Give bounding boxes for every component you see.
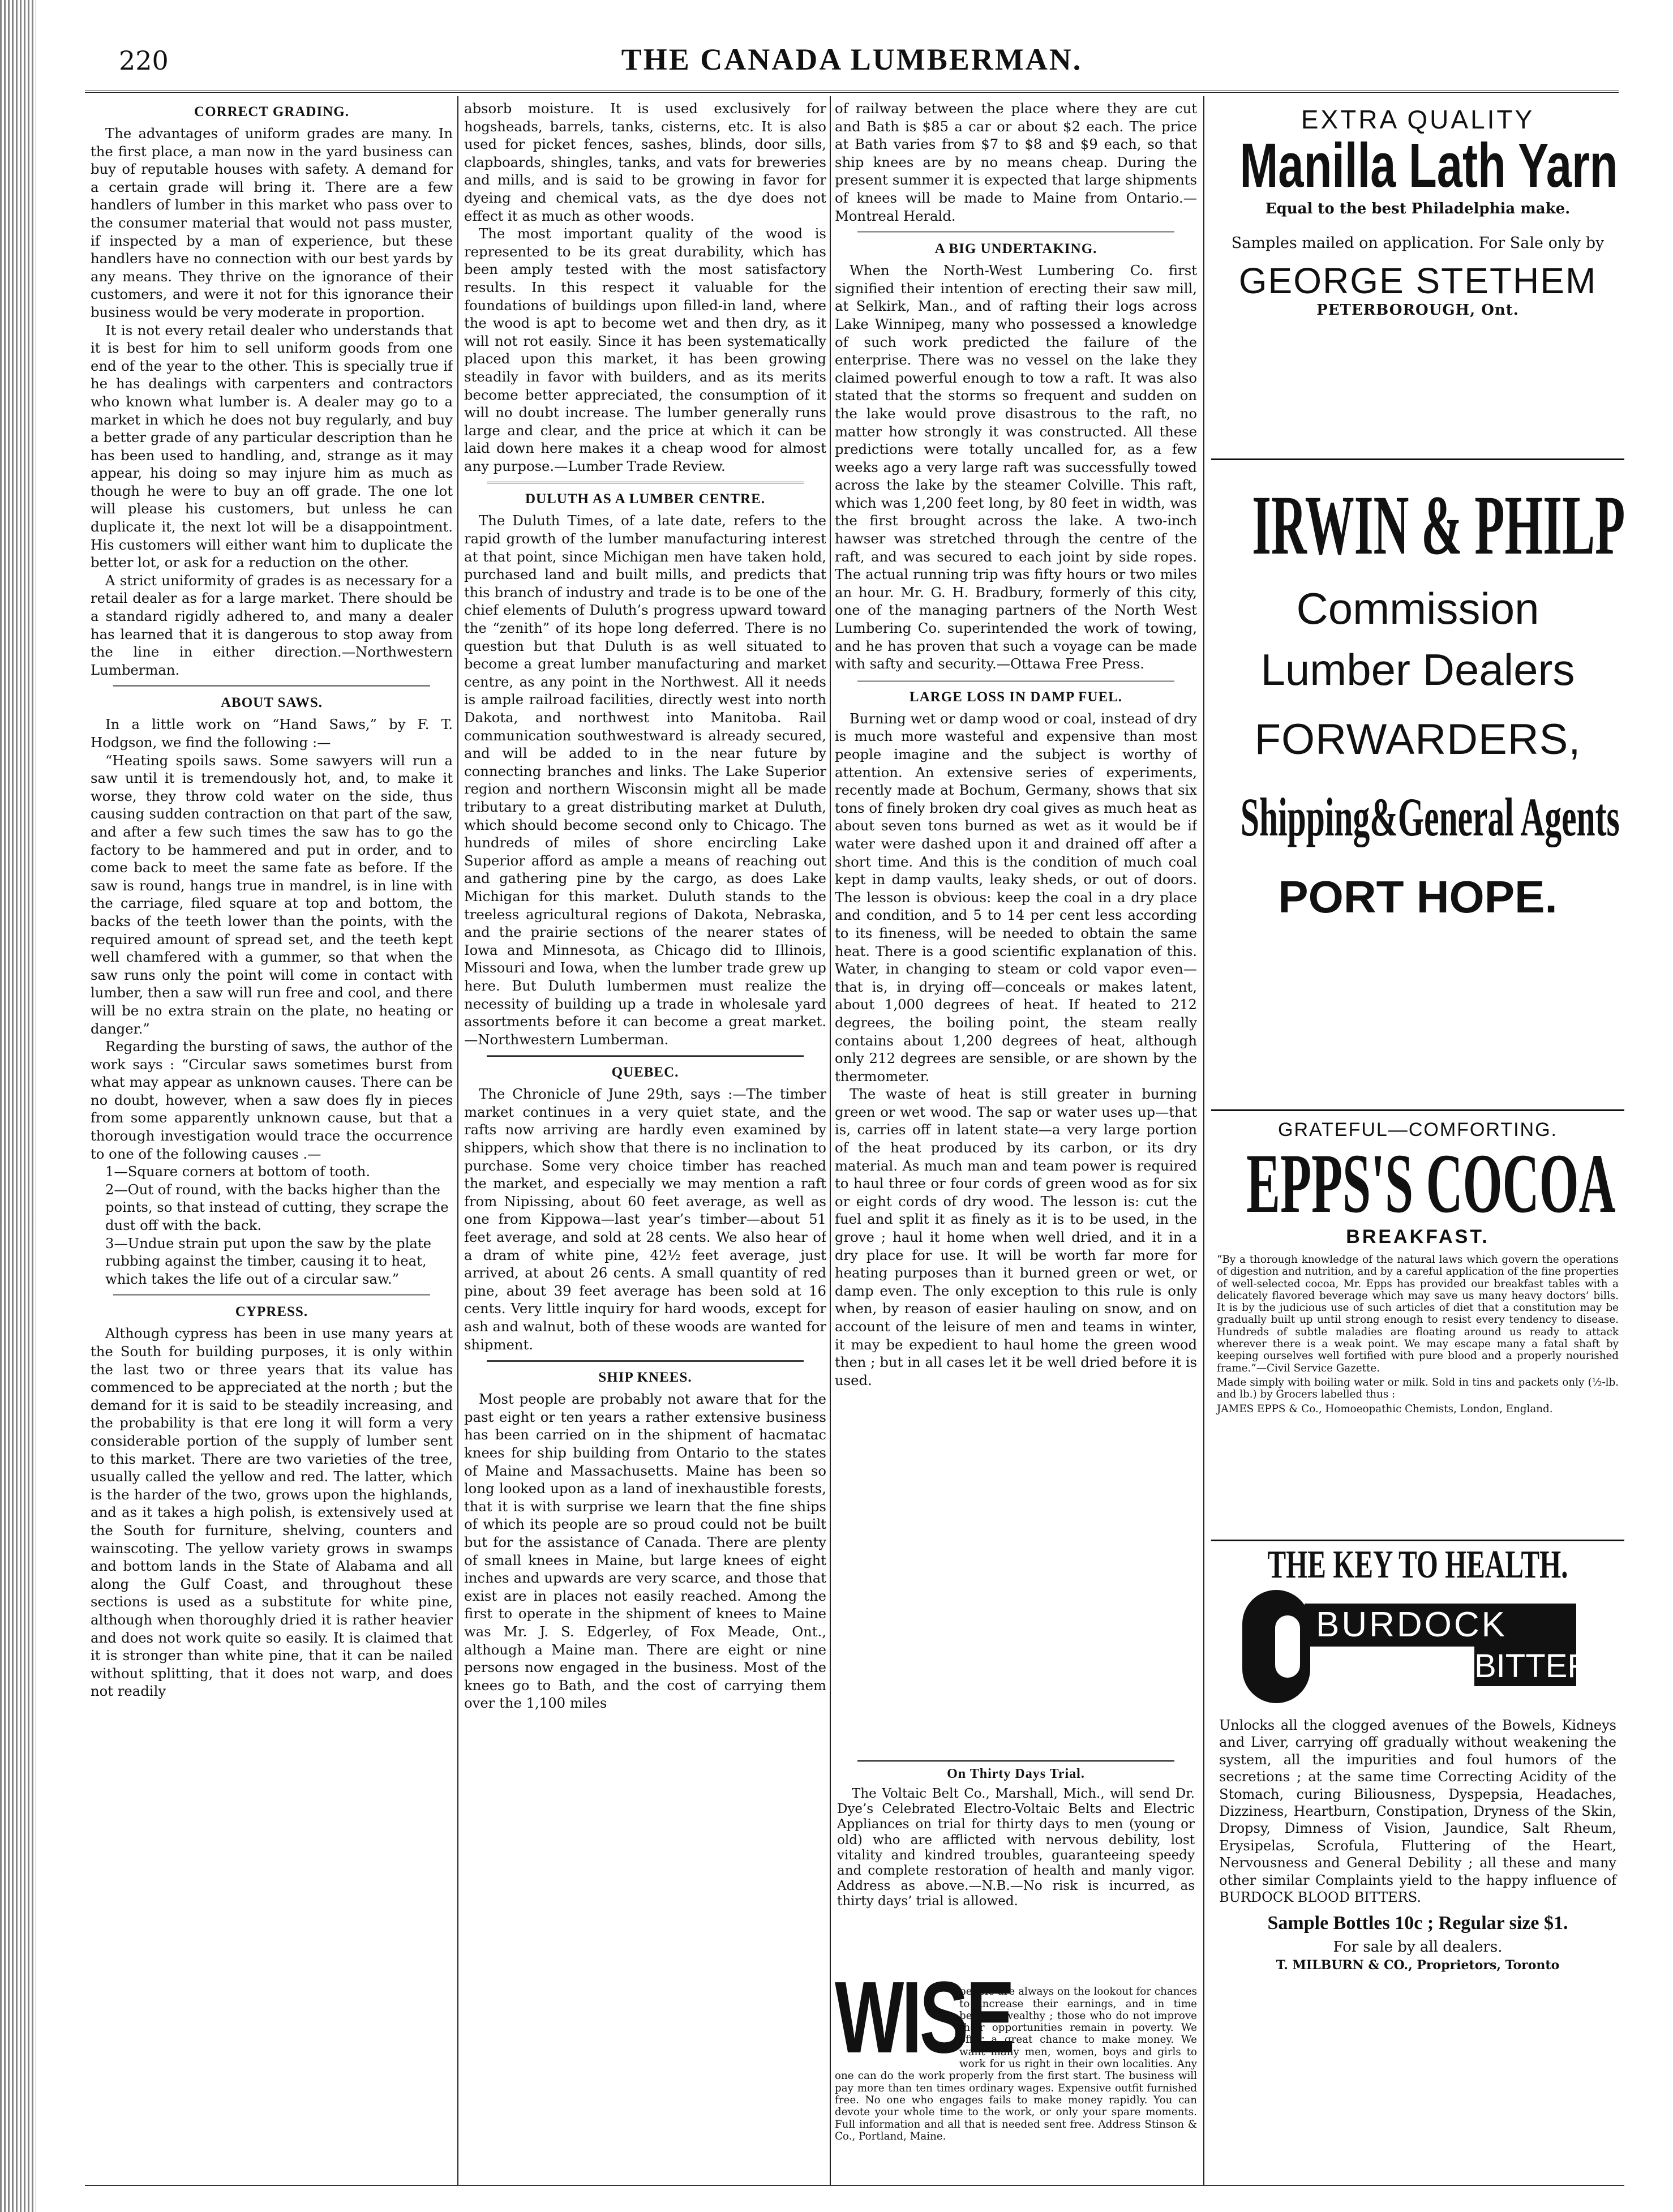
ad-dealers: For sale by all dealers. (1333, 1939, 1503, 1956)
ad-seller-name: GEORGE STETHEM (1238, 260, 1597, 301)
logo-text: BITTERS (1474, 1647, 1576, 1686)
binding-edge (0, 0, 36, 2212)
article-paragraph: The advantages of uniform grades are many. In the first place, a man now in the yard business can buy of reputable houses with safety. A demand for a certain grade will bring it. There are a few handlers of lumber in this market who pass over to the consumer material that would not pass muster, if inspected by a man of experience, but these handlers have no connection with our best yards by any means. They thrive on the ignorance of their customers, and were it not for this ignorance their business would be very moderate in proportion. (91, 125, 453, 320)
ad-headline: IRWIN & PHILP (1252, 478, 1625, 572)
column-rule (830, 96, 831, 2185)
ad-line: FORWARDERS, (1254, 715, 1581, 764)
column-1 (91, 96, 453, 2185)
running-head: THE CANADA LUMBERMAN. (621, 42, 1083, 76)
article-rule (857, 232, 1174, 233)
article-damp-fuel (835, 689, 1197, 1390)
article-paragraph: Regarding the bursting of saws, the author of the work says : “Circular saws sometimes burst from what may appear as unknown causes. There can be no doubt, however, when a saw does fly in pieces from some apparently unknown cause, but that a thorough investigation would trace the occurrence to one of the following causes .— (91, 1038, 453, 1162)
ad-line: Commission (1296, 584, 1539, 633)
article-title: SHIP KNEES. (598, 1370, 692, 1386)
article-paragraph: The Duluth Times, of a late date, refers to the rapid growth of the lumber manufacturing interest at that point, since Michigan men have taken hold, purchased land and built mills, and predicts that this branch of industry and trade is to be one of the chief elements of Duluth’s progress upward toward the “zenith” of its hope long deferred. There is no question but that Duluth is as well situated to become a great lumber manufacturing and market centre, as any point in the Northwest. All it needs is ample railroad facilities, directly west into north Dakota, and northwest into Manitoba. Rail communication southwestward is already secured, and will be added to in the near future by connecting branches and links. The Lake Superior region and northern Wisconsin might all be made tributary to a great distributing market at Duluth, which should become second only to Chicago. The hundreds of miles of shore encircling Lake Superior afford as ample a means of reaching out and gathering pine by the cargo, as does Lake Michigan for this market. Duluth stands to the treeless agricultural regions of Dakota, Nebraska, and the prairie sections of the nearer states of Iowa and Minnesota, as Chicago did to Illinois, Missouri and Iowa, when the lumber trade grew up here. But Duluth lumbermen must realize the necessity of building up a trade in wholesale yard assortments before it can become a great market.—Northwestern Lumberman. (464, 512, 826, 1048)
article-quebec (464, 1065, 826, 1353)
article-paragraph: When the North-West Lumbering Co. first signified their intention of erecting their saw mill, at Selkirk, Man., and of rafting their logs across Lake Winnipeg, many who possessed a knowledge of such work predicted the failure of the enterprise. There was no vessel on the lake they claimed powerful enough to tow a raft. It was also stated that the storms so frequent and sudden on the lake would prove disastrous to the raft, no matter how strongly it was constructed. All these predictions were totally uncalled for, as a few weeks ago a very large raft was successfully towed across the lake by the steamer Colville. This raft, which was 1,200 feet long, by 80 feet in width, was the first brought across the lake. A two-inch hawser was stretched through the centre of the raft, and was secured to each joint by side ropes. The actual running trip was fifty hours or two miles an hour. Mr. G. H. Bradbury, formerly of this city, one of the managing partners of the North West Lumbering Co. superintended the work of towing, and he has proven that such a voyage can be made with safty and security.—Ottawa Free Press. (835, 262, 1197, 672)
article-duluth (464, 491, 826, 1048)
list-item: 2—Out of round, with the backs higher than the points, so that instead of cutting, they scrape the dust off with the back. (105, 1181, 449, 1234)
ad-seller-city: PETERBOROUGH, Ont. (1316, 302, 1519, 319)
article-title: A BIG UNDERTAKING. (934, 241, 1097, 257)
ad-voltaic-belt (835, 1760, 1197, 1910)
article-title: DULUTH AS A LUMBER CENTRE. (525, 491, 765, 507)
ad-irwin-philp (1211, 458, 1624, 923)
ad-body: Unlocks all the clogged avenues of the Bowels, Kidneys and Liver, carrying off gradually without weakening the system, all the impurities and foul humors of the secretions ; at the same time Correcting Acidity of the Stomach, curing Biliousness, Dyspepsia, Headaches, Dizziness, Heartburn, Constipation, Dryness of the Skin, Dropsy, Dimness of Vision, Jaundice, Salt Rheum, Erysipelas, Scrofula, Fluttering of the Heart, Nervousness and General Debility ; all these and many other similar Complaints yield to the happy influence of BURDOCK BLOOD BITTERS. (1219, 1717, 1616, 1906)
article-ship-knees-continued (835, 100, 1197, 225)
article-correct-grading (91, 104, 453, 679)
ad-body: Made simply with boiling water or milk. Sold in tins and packets only (½-lb. and lb.) by Grocers labelled thus : (1217, 1376, 1619, 1401)
ad-line: Shipping&General Agents (1240, 787, 1620, 847)
article-paragraph: Although cypress has been in use many years at the South for building purposes, it is only within the last two or three years that its value has commenced to be appreciated at the north ; but the demand for it is said to be steadily increasing, and the probability is that ere long it will form a very considerable portion of the supply of lumber sent to this market. There are two varieties of the tree, usually called the yellow and red. The latter, which is the harder of the two, grows upon the highlands, and as it takes a high polish, is extensively used at the South for furniture, shelving, counters and wainscoting. The yellow variety grows in swamps and bottom lands in the State of Alabama and all along the Gulf Coast, and throughout these sections is used as a substitute for white pine, although when thoroughly dried it is rather heavier and does not work quite so easily. It is claimed that it is stronger than white pine, that it can be nailed without splitting, that it does not warp, and does not readily (91, 1325, 453, 1700)
article-paragraph: The waste of heat is still greater in burning green or wet wood. The sap or water uses up—that is, carries off in latent state—a very large portion of the heat produced by its carbon, or its dry material. As much man and team power is required to haul three or four cords of green wood as for six or eight cords of dry wood. The lesson is: cut the fuel and split it as finely as it is to be used, in the grove ; haul it home when well dried, and it in a dry place for use. It will be worth far more for heating purposes than it burned green or wet, or damp even. The only exception to this rule is only when, by reason of easier hauling on snow, and on account of the leisure of men and teams in winter, it may be expedient to haul home the green wood then ; but in all cases let it be well dried before it is used. (835, 1086, 1197, 1388)
article-paragraph: Burning wet or damp wood or coal, instead of dry is much more wasteful and expensive than most people imagine and the subject is worthy of attention. An extensive series of experiments, recently made at Bochum, Germany, shows that six tons of finely broken dry coal gives as much heat as about seven tons burned as wet as it would be if water were dashed upon it and drained off after a short time. And this is the condition of much coal kept in damp vaults, leaky sheds, or out of doors. The lesson is obvious: keep the coal in a dry place and condition, and 5 to 14 per cent less according to its fineness, will be needed to obtain the same heat. There is a good scientific explanation of this. Water, in changing to steam or cold vapor even—that is, in drying off—conceals or makes latent, about 1,000 degrees of heat. If heated to 212 degrees, the boiling point, the steam really contains about 1,200 degrees of heat, although only 212 degrees are sensible, or are shown by the thermometer. (835, 710, 1197, 1084)
article-paragraph: In a little work on “Hand Saws,” by F. T. Hodgson, we find the following :— (91, 716, 453, 751)
article-ship-knees (464, 1370, 826, 1712)
ad-rule (1211, 1540, 1624, 1541)
logo-text: BURDOCK BLOOD (1305, 1604, 1576, 1647)
article-cypress (91, 1304, 453, 1700)
ad-burdock-blood-bitters (1211, 1540, 1624, 1973)
article-rule (113, 685, 430, 687)
article-cypress-continued (464, 100, 826, 475)
ad-wise (835, 1961, 1197, 2153)
article-paragraph: It is not every retail dealer who understands that it is best for him to sell uniform goods from one end of the year to the other. This is specially true if he has dealings with carpenters and contractors who known what lumber is. A dealer may go to a market in which he does not buy regularly, and buy a better grade of any particular description than he has been used to handling, and, strange as it may appear, his doing so may injure him as much as though he were to buy an off grade. The one lot will please his customers, but unless he can duplicate it, the next lot will be a disappointment. His customers will either want him to duplicate the better lot, or ask for a reduction on the other. (91, 321, 453, 571)
ad-headline: EPPS'S COCOA (1246, 1137, 1616, 1231)
article-paragraph: A strict uniformity of grades is as necessary for a retail dealer as for a large market. There should be a standard rigidly adhered to, and many a dealer has learned that it is dangerous to stop away from the line in either direction.—Northwestern Lumberman. (91, 572, 453, 678)
ad-signature: JAMES EPPS & Co., Homoeopathic Chemists, London, England. (1217, 1403, 1553, 1415)
ad-line: PORT HOPE. (1278, 872, 1558, 922)
ad-subline: BREAKFAST. (1346, 1226, 1490, 1248)
ad-body: The Voltaic Belt Co., Marshall, Mich., will send Dr. Dye’s Celebrated Electro-Voltaic Belts and Electric Appliances on trial for thirty days to men (young or old) who are afflicted with nervous debility, lost vitality and kindred troubles, guaranteeing speedy and complete restoration of health and manly vigor. Address as above.—N.B.—No risk is incurred, as thirty days’ trial is allowed. (837, 1786, 1195, 1909)
article-paragraph: The Chronicle of June 29th, says :—The timber market continues in a very quiet state, and the rafts now arriving are hardly even examined by shippers, which show that there is no inclination to purchase. Some very choice timber has reached the market, and especially we may mention a raft from Nipissing, about 60 feet average, as well as one from Kippowa—last year’s timber—about 51 feet average, and sold at 28 cents. We also hear of a dram of white pine, 42½ feet average, just arrived, at about 26 cents. A small quantity of red pine, about 39 feet average has been sold at 16 cents. Very little inquiry for hard woods, except for ash and walnut, both of these woods are wanted for shipment. (464, 1086, 826, 1353)
page-header (85, 40, 1619, 91)
column-2 (464, 96, 826, 2185)
article-rule (857, 680, 1174, 681)
page-bottom-rule (85, 2185, 1624, 2186)
column-3 (835, 96, 1197, 1755)
article-paragraph: absorb moisture. It is used exclusively for hogsheads, barrels, tanks, cisterns, etc. It is also used for picket fences, sashes, blinds, door sills, clapboards, shingles, tanks, and vats for breweries and mills, and is said to be growing in favor for dyeing and chemical vats, as the dye does not effect it as much as other woods. (464, 100, 826, 224)
article-paragraph: The most important quality of the wood is represented to be its great durability, which has been amply tested with the most satisfactory results. In this respect it valuable for the foundations of buildings upon filled-in land, where the wood is apt to become wet and then dry, as it will not rot easily. Since it has been systematically placed upon this market, it has been growing steadily in favor with builders, and as its merits become better appreciated, the consumption of it will no doubt increase. The lumber generally runs large and clear, and the price at which it can be laid down here makes it a cheap wood for almost any purpose.—Lumber Trade Review. (464, 225, 826, 474)
logo-letter-o (1242, 1590, 1310, 1703)
page-number: 220 (119, 45, 169, 76)
article-about-saws (91, 695, 453, 1288)
ad-body: “By a thorough knowledge of the natural laws which govern the operations of digestion and nutrition, and by a careful application of the fine properties of well-selected cocoa, Mr. Epps has provided our breakfast tables with a delicately flavored beverage which may save us many heavy doctors’ bills. It is by the judicious use of such articles of diet that a constitution may be gradually built up until strong enough to resist every tendency to disease. Hundreds of subtle maladies are floating around us ready to attack wherever there is a weak point. We may escape many a fatal shaft by keeping ourselves well fortified with pure blood and a properly nourished frame.”—Civil Service Gazette. (1217, 1254, 1619, 1374)
ad-rule (1211, 1109, 1624, 1111)
article-rule (487, 1360, 804, 1362)
article-rule (857, 1760, 1174, 1762)
ad-maker: T. MILBURN & CO., Proprietors, Toronto (1276, 1958, 1560, 1973)
article-paragraph: of railway between the place where they are cut and Bath is $85 a car or about $2 each. The price at Bath varies from $7 to $8 and $9 each, so that ship knees are by no means cheap. During the present summer it is expected that large shipments of knees will be made to Maine from Ontario.—Montreal Herald. (835, 100, 1197, 224)
header-rule (85, 91, 1619, 93)
article-paragraph: “Heating spoils saws. Some sawyers will run a saw until it is tremendously hot, and, to make it worse, they throw cold water on the side, thus causing sudden contraction on that part of the saw, and after a few such times the saw has to go the factory to be hammered and put in order, and to come back to meet the same fate as before. If the saw is round, hangs true in mandrel, is in line with the carriage, filed square at top and bottom, the backs of the teeth lower than the points, with the required amount of spread set, and the teeth kept well chamfered with a gummer, so that when the saw runs only the point will come in contact with lumber, then a saw will run free and cool, and there will be no extra strain on the plate, no heating or danger.” (91, 752, 453, 1037)
causes-list (91, 1163, 453, 1288)
article-title: CYPRESS. (235, 1304, 308, 1320)
list-item: 1—Square corners at bottom of tooth. (105, 1163, 371, 1180)
ad-epps-cocoa (1211, 1109, 1624, 1415)
article-rule (487, 1055, 804, 1057)
ad-subline: Equal to the best Philadelphia make. (1265, 200, 1571, 217)
column-rule (1203, 96, 1204, 2185)
ad-manilla-lath-yarn (1211, 102, 1624, 319)
article-title: CORRECT GRADING. (194, 104, 349, 119)
article-big-undertaking (835, 241, 1197, 673)
article-rule (487, 482, 804, 483)
ad-tagline: EXTRA QUALITY (1301, 105, 1535, 134)
ad-tagline: GRATEFUL—COMFORTING. (1278, 1119, 1558, 1141)
article-rule (113, 1294, 430, 1296)
article-paragraph: Most people are probably not aware that for the past eight or ten years a rather extensive business has been carried on in the shipment of hacmatac knees for ship building from Ontario to the states of Maine and Massachusetts. Maine has been so long looked upon as a land of inexhaustible forests, that it is with surprise we learn that the fine ships of which its people are so proud could not be built but for the assistance of Canada. There are plenty of small knees in Maine, but large knees of eight inches and upwards are very scarce, and those that exist are in places not easily reached. Among the first to operate in the shipment of knees to Maine was Mr. J. S. Edgerley, of Fox Meade, Ont., although a Maine man. There are eight or nine persons now engaged in the business. Most of the knees go to Bath, and the cost of carrying them over the 1,100 miles (464, 1391, 826, 1712)
ad-headline: WISE (835, 1961, 1013, 2074)
article-title: QUEBEC. (611, 1065, 679, 1081)
bbb-logo (1231, 1590, 1613, 1703)
ad-headline: THE KEY TO HEALTH. (1267, 1543, 1568, 1587)
ad-headline: Manilla Lath Yarn (1239, 131, 1618, 200)
list-item: 3—Undue strain put upon the saw by the plate rubbing against the timber, causing it to heat, which takes the life out of a circular saw.” (105, 1234, 432, 1287)
ad-price: Sample Bottles 10c ; Regular size $1. (1267, 1913, 1568, 1934)
ad-title: On Thirty Days Trial. (947, 1767, 1085, 1781)
article-title: ABOUT SAWS. (220, 695, 323, 711)
ad-samples-text: Samples mailed on application. For Sale only by (1231, 234, 1605, 252)
ad-line: Lumber Dealers (1260, 645, 1575, 695)
ad-rule (1211, 458, 1624, 460)
article-title: LARGE LOSS IN DAMP FUEL. (909, 689, 1123, 705)
ad-body: people are always on the lookout for chances to increase their earnings, and in time become wealthy ; those who do not improve their opportunities remain in poverty. We offer a great chance to make money. We want many men, women, boys and girls to work for us right in their own localities. Any one can do the work properly from the first start. The business will pay more than ten times ordinary wages. Expensive outfit furnished free. No one who engages fails to make money rapidly. You can devote your whole time to the work, or only your spare moments. Full information and all that is needed sent free. Address Stinson & Co., Portland, Maine. (835, 1986, 1197, 2142)
column-rule (457, 96, 458, 2185)
